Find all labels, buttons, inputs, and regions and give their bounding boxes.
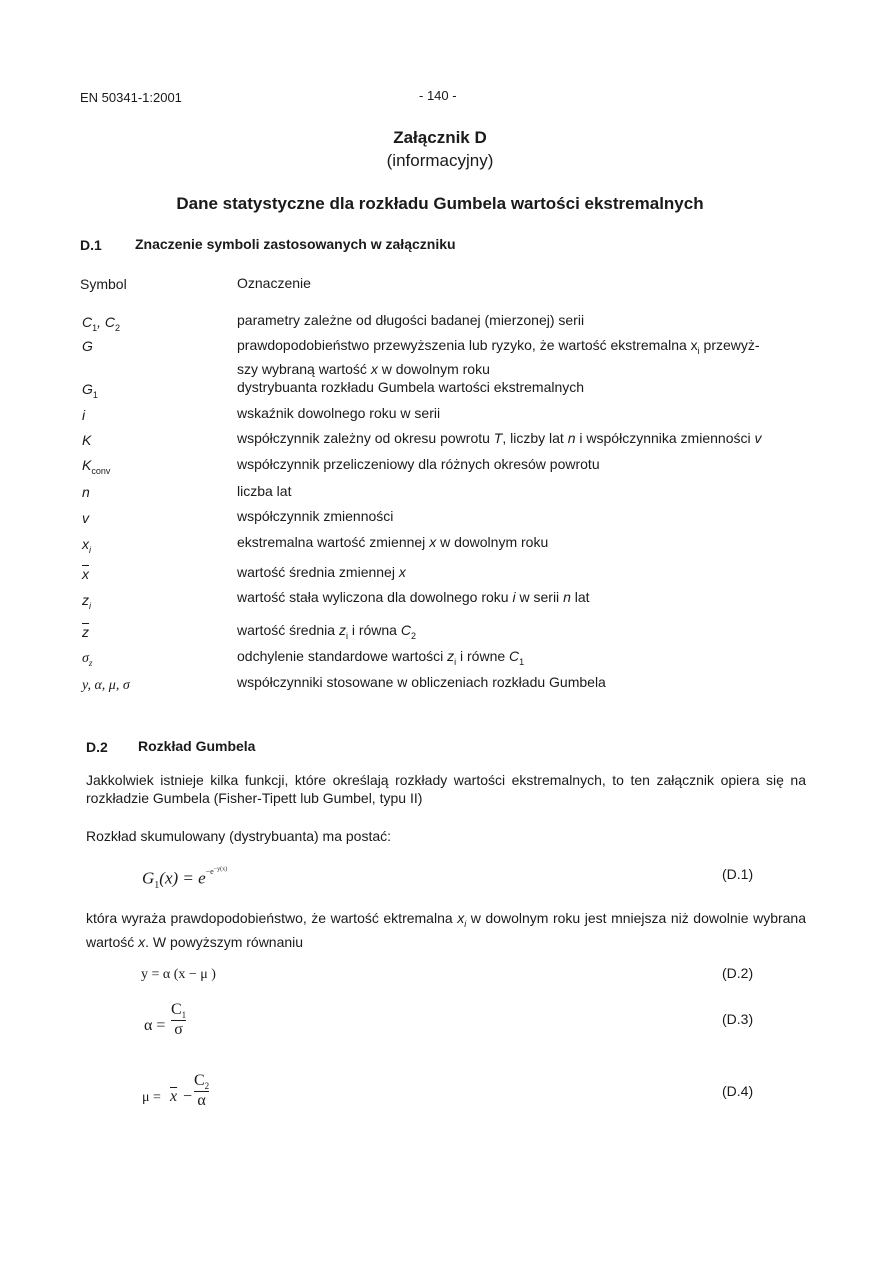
meaning-c1-c2: parametry zależne od długości badanej (mierzonej) serii: [237, 312, 585, 328]
paragraph-probability: która wyraża prawdopodobieństwo, że wartość ektremalna $x_i$ w dowolnym roku jest mniejsza niż dowolnie wybrana wartość x. W powyższym równaniu: [86, 910, 807, 950]
meaning-zi: wartość stała wyliczona dla dowolnego roku i w serii n lat: [237, 589, 590, 605]
symbol-i: i: [82, 407, 86, 423]
section2-number: D.2: [86, 739, 108, 755]
column-header-symbol: Symbol: [80, 276, 127, 292]
meaning-xi: ekstremalna wartość zmiennej x w dowolnym roku: [237, 534, 549, 550]
meaning-n: liczba lat: [237, 483, 292, 499]
equation-d4-x-mean: $\overline{x}$: [170, 1088, 178, 1105]
symbol-c1-c2: $C_1$, $C_2$: [82, 314, 121, 333]
annex-title: Załącznik D: [393, 128, 487, 147]
equation-number-d4: (D.4): [722, 1083, 754, 1099]
equation-d4-fraction: [194, 1072, 209, 1110]
column-header-meaning: Oznaczenie: [237, 275, 311, 291]
equation-d4-lhs: μ =: [142, 1090, 161, 1105]
equation-d3-fraction: [171, 1001, 186, 1039]
meaning-kconv: współczynnik przeliczeniowy dla różnych okresów powrotu: [237, 456, 600, 472]
standard-code: EN 50341-1:2001: [80, 90, 182, 105]
paragraph-cumulative: Rozkład skumulowany (dystrybuanta) ma postać:: [86, 828, 392, 844]
symbol-sigma-z: $\sigma_z$: [82, 651, 93, 668]
symbol-kconv: $K_{conv}$: [82, 457, 111, 476]
equation-d3-lhs: α =: [144, 1017, 166, 1034]
meaning-coefficients: współczynniki stosowane w obliczeniach rozkładu Gumbela: [237, 674, 606, 690]
equation-d2: y = α (x − μ ): [141, 967, 216, 982]
symbol-z-mean: $\overline{z}$: [82, 624, 89, 640]
equation-d4-numerator: $C_2$: [194, 1072, 210, 1092]
equation-number-d3: (D.3): [722, 1011, 754, 1027]
section2-title: Rozkład Gumbela: [138, 738, 256, 754]
meaning-g1: dystrybuanta rozkładu Gumbela wartości ekstremalnych: [237, 379, 585, 395]
equation-d3-numerator: $C_1$: [171, 1001, 187, 1021]
meaning-sigma-z: odchylenie standardowe wartości $z_i$ i równe $C_1$: [237, 648, 525, 667]
section-number: D.1: [80, 237, 102, 253]
equation-d4-denominator: α: [197, 1092, 206, 1110]
symbol-xi: $x_i$: [82, 536, 91, 555]
symbol-coefficients: y, α, μ, σ: [82, 678, 130, 693]
meaning-x-mean: wartość średnia zmiennej x: [237, 564, 406, 580]
meaning-g: prawdopodobieństwo przewyższenia lub ryzyko, że wartość ekstremalna $x_i$ przewyż- szy wybraną wartość x w dowolnym roku: [237, 337, 760, 377]
symbol-v: v: [82, 510, 89, 526]
page-number: - 140 -: [419, 88, 457, 103]
equation-number-d1: (D.1): [722, 866, 754, 882]
annex-subtitle: (informacyjny): [386, 151, 494, 170]
symbol-x-mean: $\overline{x}$: [82, 566, 89, 582]
section-title: Znaczenie symboli zastosowanych w załączniku: [135, 236, 456, 252]
meaning-k: współczynnik zależny od okresu powrotu T, liczby lat n i współczynnika zmienności v: [237, 430, 762, 446]
equation-d3-denominator: σ: [174, 1021, 183, 1039]
equation-d1: $G_1(x) = e^{-e^{-y(x)}}$: [142, 866, 228, 892]
symbol-n: n: [82, 484, 90, 500]
symbol-g1: $G_1$: [82, 381, 98, 400]
equation-number-d2: (D.2): [722, 965, 754, 981]
meaning-z-mean: wartość średnia $z_i$ i równa $C_2$: [237, 622, 416, 641]
paragraph-intro: Jakkolwiek istnieje kilka funkcji, które określają rozkłady wartości ekstremalnych, to ten załącznik opiera się na rozkładzie Gumbela (Fisher-Tipett lub Gumbel, typu II): [86, 772, 806, 806]
meaning-v: współczynnik zmienności: [237, 508, 394, 524]
symbol-g: G: [82, 338, 93, 354]
annex-heading: Dane statystyczne dla rozkładu Gumbela wartości ekstremalnych: [176, 194, 704, 213]
equation-d4-minus: −: [183, 1088, 193, 1105]
symbol-k: K: [82, 432, 92, 448]
meaning-i: wskaźnik dowolnego roku w serii: [237, 405, 441, 421]
symbol-zi: $z_i$: [82, 592, 91, 611]
